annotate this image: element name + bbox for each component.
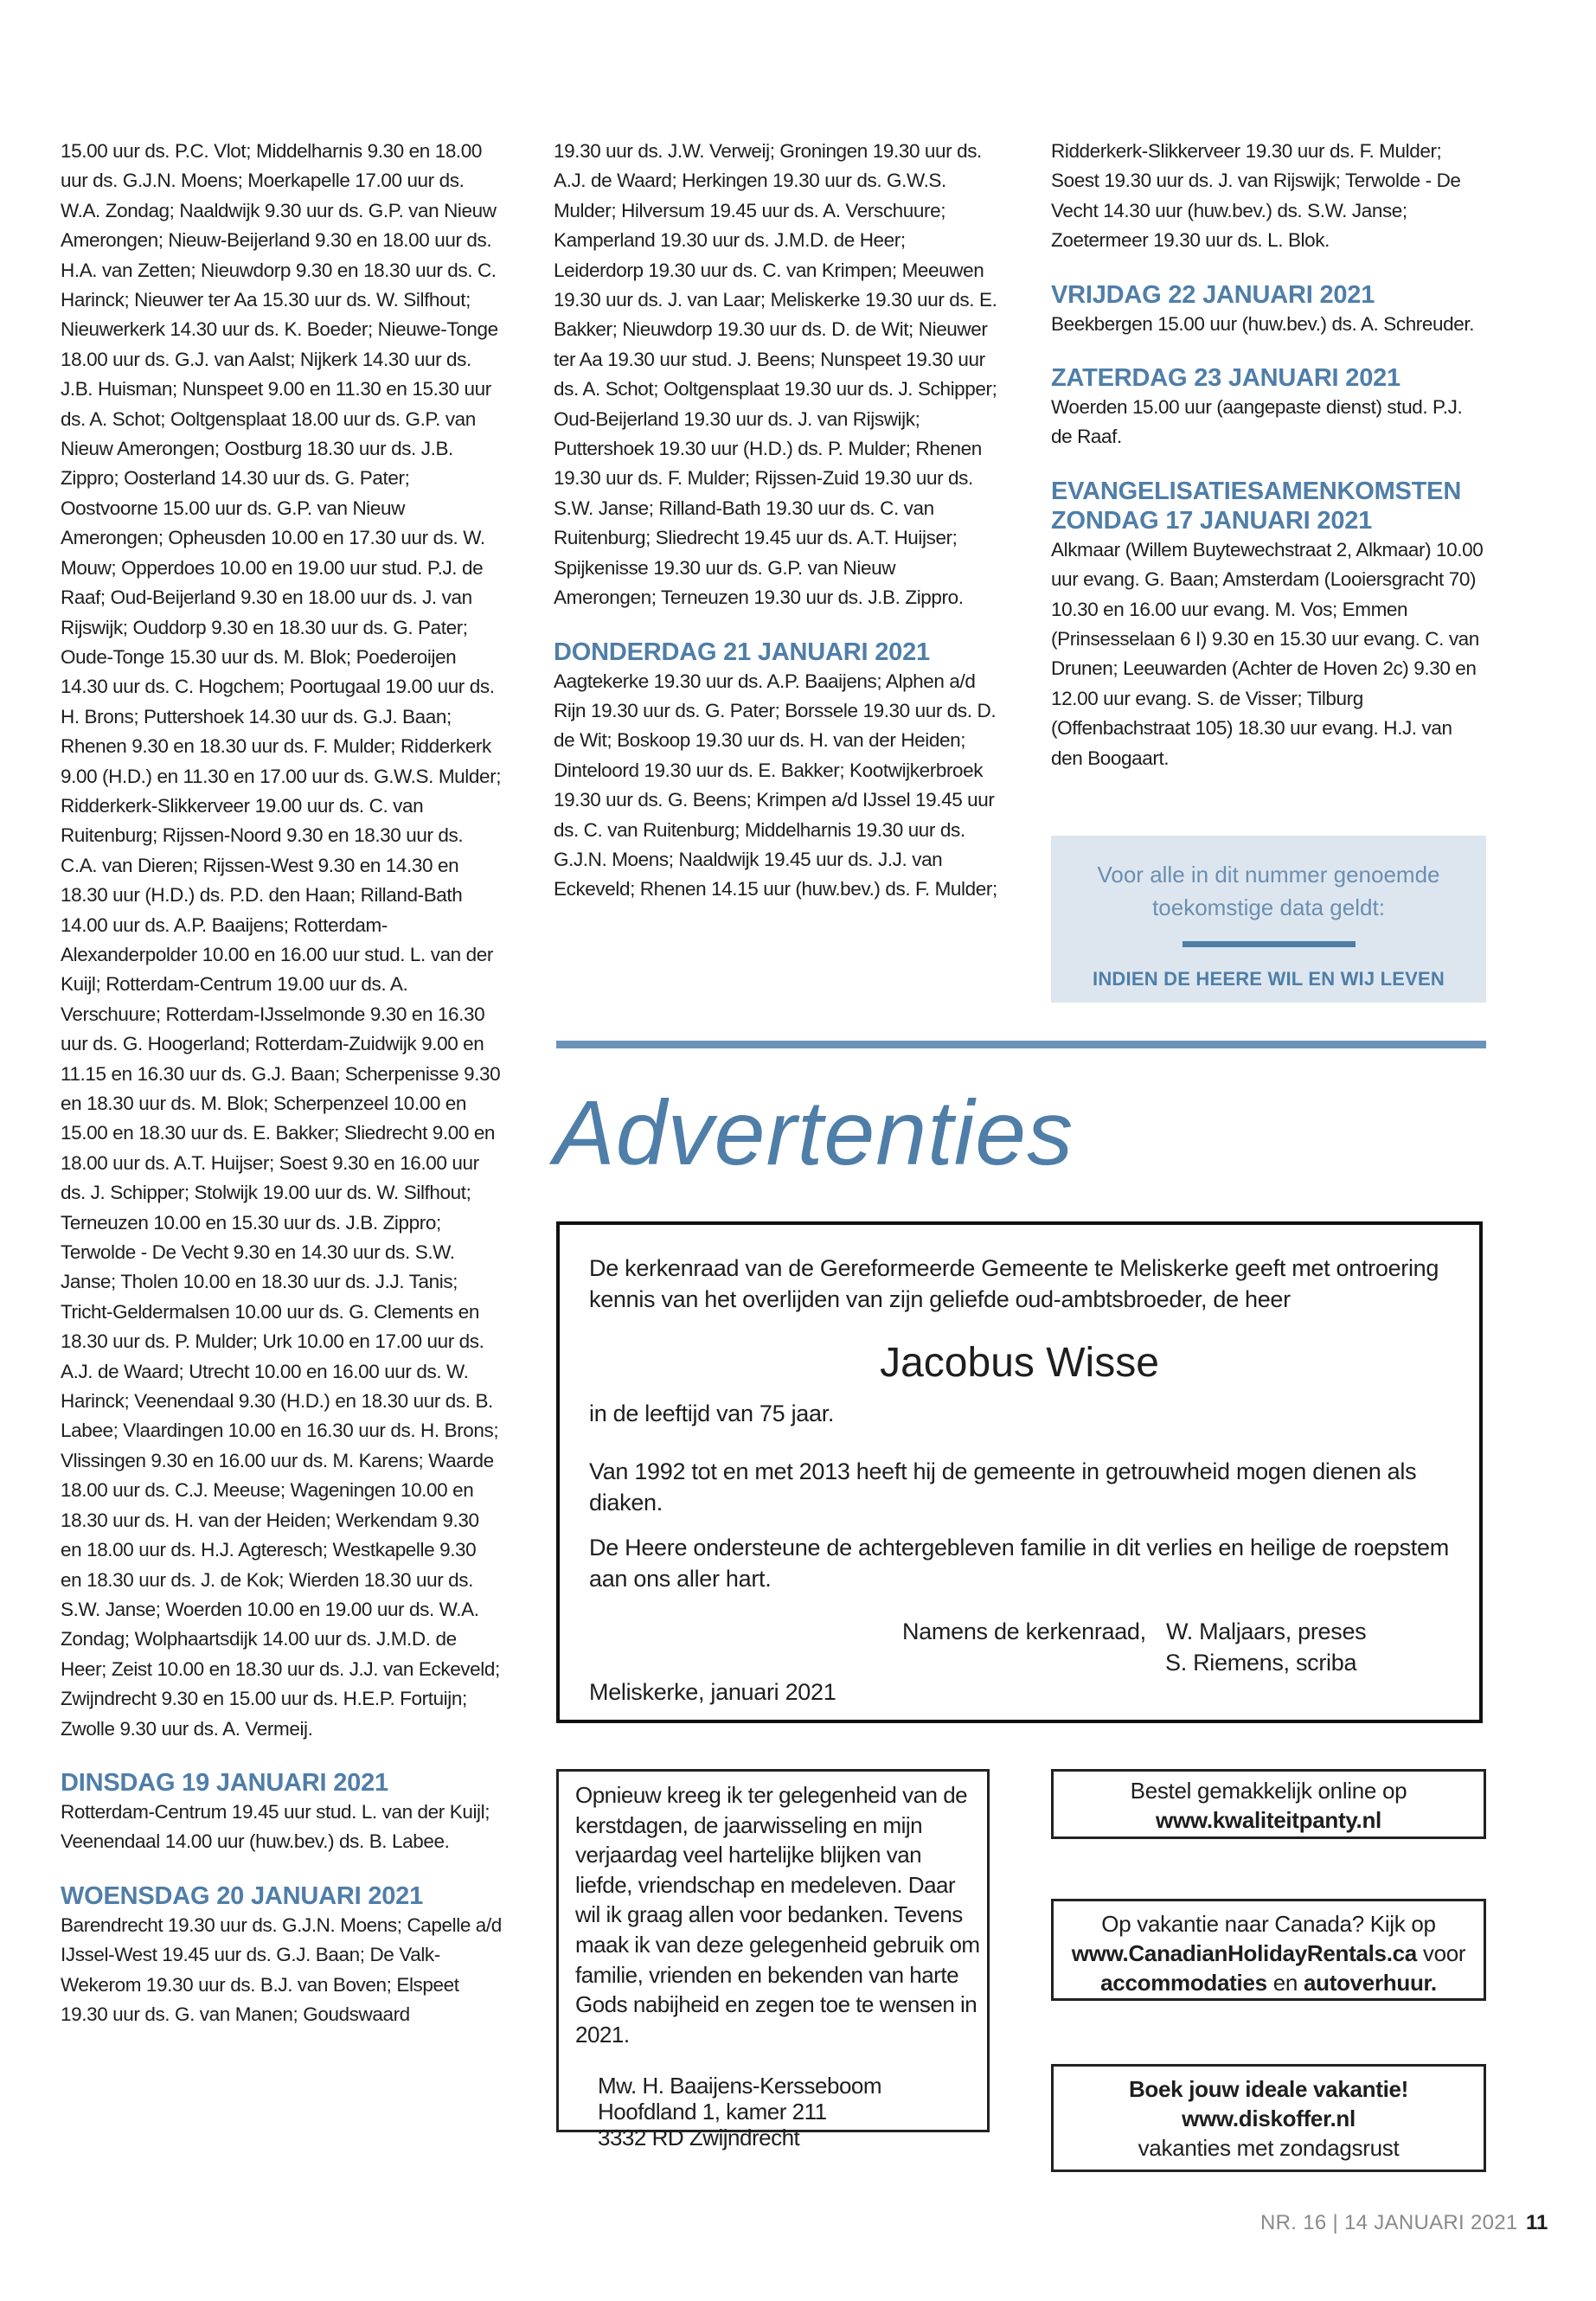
deceased-age: in de leeftijd van 75 jaar. <box>589 1400 835 1426</box>
section-heading-thursday: DONDERDAG 21 JANUARI 2021 <box>554 638 930 666</box>
page-number: 11 <box>1526 2211 1548 2234</box>
ad-panty-text: Bestel gemakkelijk online op <box>1130 1778 1407 1804</box>
section-heading-tuesday: DINSDAG 19 JANUARI 2021 <box>61 1768 388 1797</box>
sender-city: 3332 RD Zwijndrecht <box>598 2125 800 2150</box>
services-wednesday-continued: 19.30 uur ds. J.W. Verweij; Groningen 19.30 uur ds. A.J. de Waard; Herkingen 19.30 uur ds. G.W.S. Mulder; Hilversum 19.45 uur ds. A. Verschuure; Kamperland 19.30 uur ds. J.M.D. de Heer; Leiderdorp 19.30 uur ds. C. van Krimpen; Meeuwen 19.30 uur ds. J. van Laar; Meliskerke 19.30 uur ds. E. Bakker; Nieuwdorp 19.30 uur ds. D. de Wit; Nieuwer ter Aa 19.30 uur stud. J. Beens; Nunspeet 19.30 uur ds. A. Schot; Ooltgensplaat 19.30 uur ds. J. Schipper; Oud-Beijerland 19.30 uur ds. J. van Rijswijk; Puttershoek 19.30 uur (H.D.) ds. P. Mulder; Rhenen 19.30 uur ds. F. Mulder; Rijssen-Zuid 19.30 uur ds. S.W. Janse; Rilland-Bath 19.30 uur ds. C. van Ruitenburg; Sliedrecht 19.45 uur ds. A.T. Huijser; Spijkenisse 19.30 uur ds. G.P. van Nieuw Amerongen; Terneuzen 19.30 uur ds. J.B. Zippro. <box>554 140 997 609</box>
evangelisation-listing: Alkmaar (Willem Buytewechstraat 2, Alkmaar) 10.00 uur evang. G. Baan; Amsterdam (Looiersgracht 70) 10.30 en 16.00 uur evang. M. Vos; Emmen (Prinsesselaan 6 I) 9.30 en 15.30 uur evang. C. van Drunen; Leeuwarden (Achter de Hoven 2c) 9.30 en 12.00 uur evang. S. de Visser; Tilburg (Offenbachstraat 105) 18.30 uur evang. H.J. van den Boogaart. <box>1051 538 1484 769</box>
church-services-listing: 15.00 uur ds. P.C. Vlot; Middelharnis 9.30 en 18.00 uur ds. G.J.N. Moens; Moerkapelle 17.00 uur ds. W.A. Zondag; Naaldwijk 9.30 uur ds. G.P. van Nieuw Amerongen; Nieuw-Beijerland 9.30 en 18.00 uur ds. H.A. van Zetten; Nieuwdorp 9.30 en 18.30 uur ds. C. Harinck; Nieuwer ter Aa 15.30 uur ds. W. Silfhout; Nieuwerkerk 14.30 uur ds. K. Boeder; Nieuwe-Tonge 18.00 uur ds. G.J. van Aalst; Nijkerk 14.30 uur ds. J.B. Huisman; Nunspeet 9.00 en 11.30 en 15.30 uur ds. A. Schot; Ooltgensplaat 18.00 uur ds. G.P. van Nieuw Amerongen; Oostburg 18.30 uur ds. J.B. Zippro; Oosterland 14.30 uur ds. G. Pater; Oostvoorne 15.00 uur ds. G.P. van Nieuw Amerongen; Opheusden 10.00 en 17.30 uur ds. W. Mouw; Opperdoes 10.00 en 19.00 uur stud. P.J. de Raaf; Oud-Beijerland 9.30 en 18.00 uur ds. J. van Rijswijk; Ouddorp 9.30 en 18.30 uur ds. G. Pater; Oude-Tonge 15.30 uur ds. M. Blok; Poederoijen 14.30 uur ds. C. Hogchem; Poortugaal 19.00 uur ds. H. Brons; Puttershoek 14.30 uur ds. G.J. Baan; Rhenen 9.30 en 18.30 uur ds. F. Mulder; Ridderkerk 9.00 (H.D.) en 11.30 en 17.00 uur ds. G.W.S. Mulder; Ridderkerk-Slikkerveer 19.00 uur ds. C. van Ruitenburg; Rijssen-Noord 9.30 en 18.30 uur ds. C.A. van Dieren; Rijssen-West 9.30 en 14.30 en 18.30 uur (H.D.) ds. P.D. den Haan; Rilland-Bath 14.00 uur ds. A.P. Baaijens; Rotterdam-Alexanderpolder 10.00 en 16.00 uur stud. L. van der Kuijl; Rotterdam-Centrum 19.00 uur ds. A. Verschuure; Rotterdam-IJsselmonde 9.30 en 16.30 uur ds. G. Hoogerland; Rotterdam-Zuidwijk 9.00 en 11.15 en 16.30 uur ds. G.J. Baan; Scherpenisse 9.30 en 18.30 uur ds. M. Blok; Scherpenzeel 10.00 en 15.00 en 18.30 uur ds. E. Bakker; Sliedrecht 9.00 en 18.00 uur ds. A.T. Huijser; Soest 9.30 en 16.00 uur ds. J. Schipper; Stolwijk 19.00 uur ds. W. Silfhout; Terneuzen 10.00 en 15.30 uur ds. J.B. Zippro; Terwolde - De Vecht 9.30 en 14.30 uur ds. S.W. Janse; Tholen 10.00 en 18.30 uur ds. J.J. Tanis; Tricht-Geldermalsen 10.00 uur ds. G. Clements en 18.30 uur ds. P. Mulder; Urk 10.00 en 17.00 uur ds. A.J. de Waard; Utrecht 10.00 en 16.00 uur ds. W. Harinck; Veenendaal 9.30 (H.D.) en 18.30 uur ds. B. Labee; Vlaardingen 10.00 en 16.30 uur ds. H. Brons; Vlissingen 9.30 en 16.00 uur ds. M. Karens; Waarde 18.00 uur ds. C.J. Meeuse; Wageningen 10.00 en 18.30 uur ds. H. van der Heiden; Werkendam 9.30 en 18.00 uur ds. H.J. Agteresch; Westkapelle 9.30 en 18.30 uur ds. J. de Kok; Wierden 18.30 uur ds. S.W. Janse; Woerden 10.00 en 19.00 uur ds. W.A. Zondag; Wolphaartsdijk 14.00 uur ds. J.M.D. de Heer; Zeist 10.00 en 18.30 uur ds. J.J. van Eckeveld; Zwijndrecht 9.30 en 15.00 uur ds. H.E.P. Fortuijn; Zwolle 9.30 uur ds. A. Vermeij. <box>61 140 502 1740</box>
thank-you-text: Opnieuw kreeg ik ter gelegenheid van de kerstdagen, de jaarwisseling en mijn verjaardag veel hartelijke blijken van liefde, vriendschap en medeleven. Daar wil ik graag allen voor bedanken. Tevens maak ik van deze gelegenheid gebruik om familie, vrienden en bekenden van harte Gods nabijheid en zegen toe te wensen in 2021. <box>575 1782 980 2048</box>
sender-street: Hoofdland 1, kamer 211 <box>598 2099 827 2125</box>
advertisements-title: Advertenties <box>554 1082 1074 1184</box>
services-tuesday: Rotterdam-Centrum 19.45 uur stud. L. van der Kuijl; Veenendaal 14.00 uur (huw.bev.) ds. B. Labee. <box>61 1800 490 1853</box>
section-heading-wednesday: WOENSDAG 20 JANUARI 2021 <box>61 1881 424 1910</box>
ad-canada-url[interactable]: www.CanadianHolidayRentals.ca <box>1071 1940 1417 1966</box>
place-date: Meliskerke, januari 2021 <box>589 1679 836 1705</box>
heading-evangelisation-line1: EVANGELISATIESAMENKOMSTEN <box>1051 477 1462 505</box>
info-text <box>1051 858 1486 924</box>
ad-canada-line3 <box>1054 1968 1484 1997</box>
ad-canada-carrental: autoverhuur. <box>1303 1970 1437 1996</box>
signer-scriba: S. Riemens, scriba <box>1165 1650 1357 1676</box>
heading-evangelisation-line2: ZONDAG 17 JANUARI 2021 <box>1051 506 1373 535</box>
section-heading-evangelisation <box>1051 477 1488 535</box>
obituary-intro: De kerkenraad van de Gereformeerde Gemeente te Meliskerke geeft met ontroering kennis van het overlijden van zijn geliefde oud-ambtsbroeder, de heer <box>589 1255 1439 1312</box>
ad-diskoffer-url[interactable]: www.diskoffer.nl <box>1182 2106 1356 2131</box>
signer-preses: W. Maljaars, preses <box>1166 1618 1367 1644</box>
ad-kwaliteitpanty <box>1051 1769 1486 1839</box>
ad-canada-voor: voor <box>1422 1940 1466 1966</box>
ad-canada-en: en <box>1272 1970 1298 1996</box>
ad-diskoffer-tagline: vakanties met zondagsrust <box>1138 2135 1400 2161</box>
ad-canada-line2 <box>1054 1939 1484 1968</box>
signature-label: Namens de kerkenraad, <box>902 1618 1146 1644</box>
services-saturday: Woerden 15.00 uur (aangepaste dienst) stud. P.J. de Raaf. <box>1051 396 1463 448</box>
section-rule <box>556 1041 1486 1048</box>
services-friday: Beekbergen 15.00 uur (huw.bev.) ds. A. Schreuder. <box>1051 312 1475 335</box>
info-box <box>1051 836 1486 1003</box>
info-motto: INDIEN DE HEERE WIL EN WIJ LEVEN <box>1093 968 1445 990</box>
service-text: Van 1992 tot en met 2013 heeft hij de gemeente in getrouwheid mogen dienen als diaken. <box>589 1458 1417 1516</box>
info-line-1: Voor alle in dit nummer genoemde <box>1097 862 1440 888</box>
ad-diskoffer-headline: Boek jouw ideale vakantie! <box>1128 2076 1409 2102</box>
services-thursday: Aagtekerke 19.30 uur ds. A.P. Baaijens; Alphen a/d Rijn 19.30 uur ds. G. Pater; Borssele 19.30 uur ds. D. de Wit; Boskoop 19.30 uur ds. H. van der Heiden; Dinteloord 19.30 uur ds. E. Bakker; Kootwijkerbroek 19.30 uur ds. G. Beens; Krimpen a/d IJssel 19.45 uur ds. C. van Ruitenburg; Middelharnis 19.30 uur ds. G.J.N. Moens; Naaldwijk 19.45 uur ds. J.J. van Eckeveld; Rhenen 14.15 uur (huw.bev.) ds. F. Mulder; <box>554 670 997 901</box>
ad-panty-url[interactable]: www.kwaliteitpanty.nl <box>1156 1807 1381 1833</box>
column-1 <box>61 137 502 2029</box>
info-line-2: toekomstige data geldt: <box>1152 894 1385 920</box>
sender-name: Mw. H. Baaijens-Kersseboom <box>598 2073 882 2099</box>
column-2 <box>554 137 999 905</box>
section-heading-saturday: ZATERDAG 23 JANUARI 2021 <box>1051 364 1401 393</box>
ad-canada-text: Op vakantie naar Canada? Kijk op <box>1101 1911 1436 1937</box>
services-wednesday: Barendrecht 19.30 uur ds. G.J.N. Moens; Capelle a/d IJssel-West 19.45 uur ds. G.J. Baan; De Valk-Wekerom 19.30 uur ds. B.J. van Boven; Elspeet 19.30 uur ds. G. van Manen; Goudswaard <box>61 1913 502 2025</box>
deceased-name: Jacobus Wisse <box>880 1340 1159 1386</box>
issue-info: NR. 16 | 14 JANUARI 2021 <box>1260 2211 1518 2234</box>
ad-canada-accommodations: accommodaties <box>1100 1970 1267 1996</box>
info-divider <box>1183 941 1356 947</box>
sender-address <box>598 2073 961 2150</box>
section-heading-friday: VRIJDAG 22 JANUARI 2021 <box>1051 280 1375 309</box>
thank-you-ad <box>556 1769 990 2150</box>
column-3 <box>1051 137 1488 773</box>
ad-canadian-holiday-rentals <box>1051 1899 1486 2001</box>
services-thursday-continued: Ridderkerk-Slikkerveer 19.30 uur ds. F. Mulder; Soest 19.30 uur ds. J. van Rijswijk; Terwolde - De Vecht 14.30 uur (huw.bev.) ds. S.W. Janse; Zoetermeer 19.30 uur ds. L. Blok. <box>1051 140 1461 252</box>
ad-diskoffer <box>1051 2064 1486 2172</box>
support-text: De Heere ondersteune de achtergebleven familie in dit verlies en heilige de roepstem aan ons aller hart. <box>589 1535 1449 1592</box>
obituary-notice <box>556 1221 1483 1723</box>
